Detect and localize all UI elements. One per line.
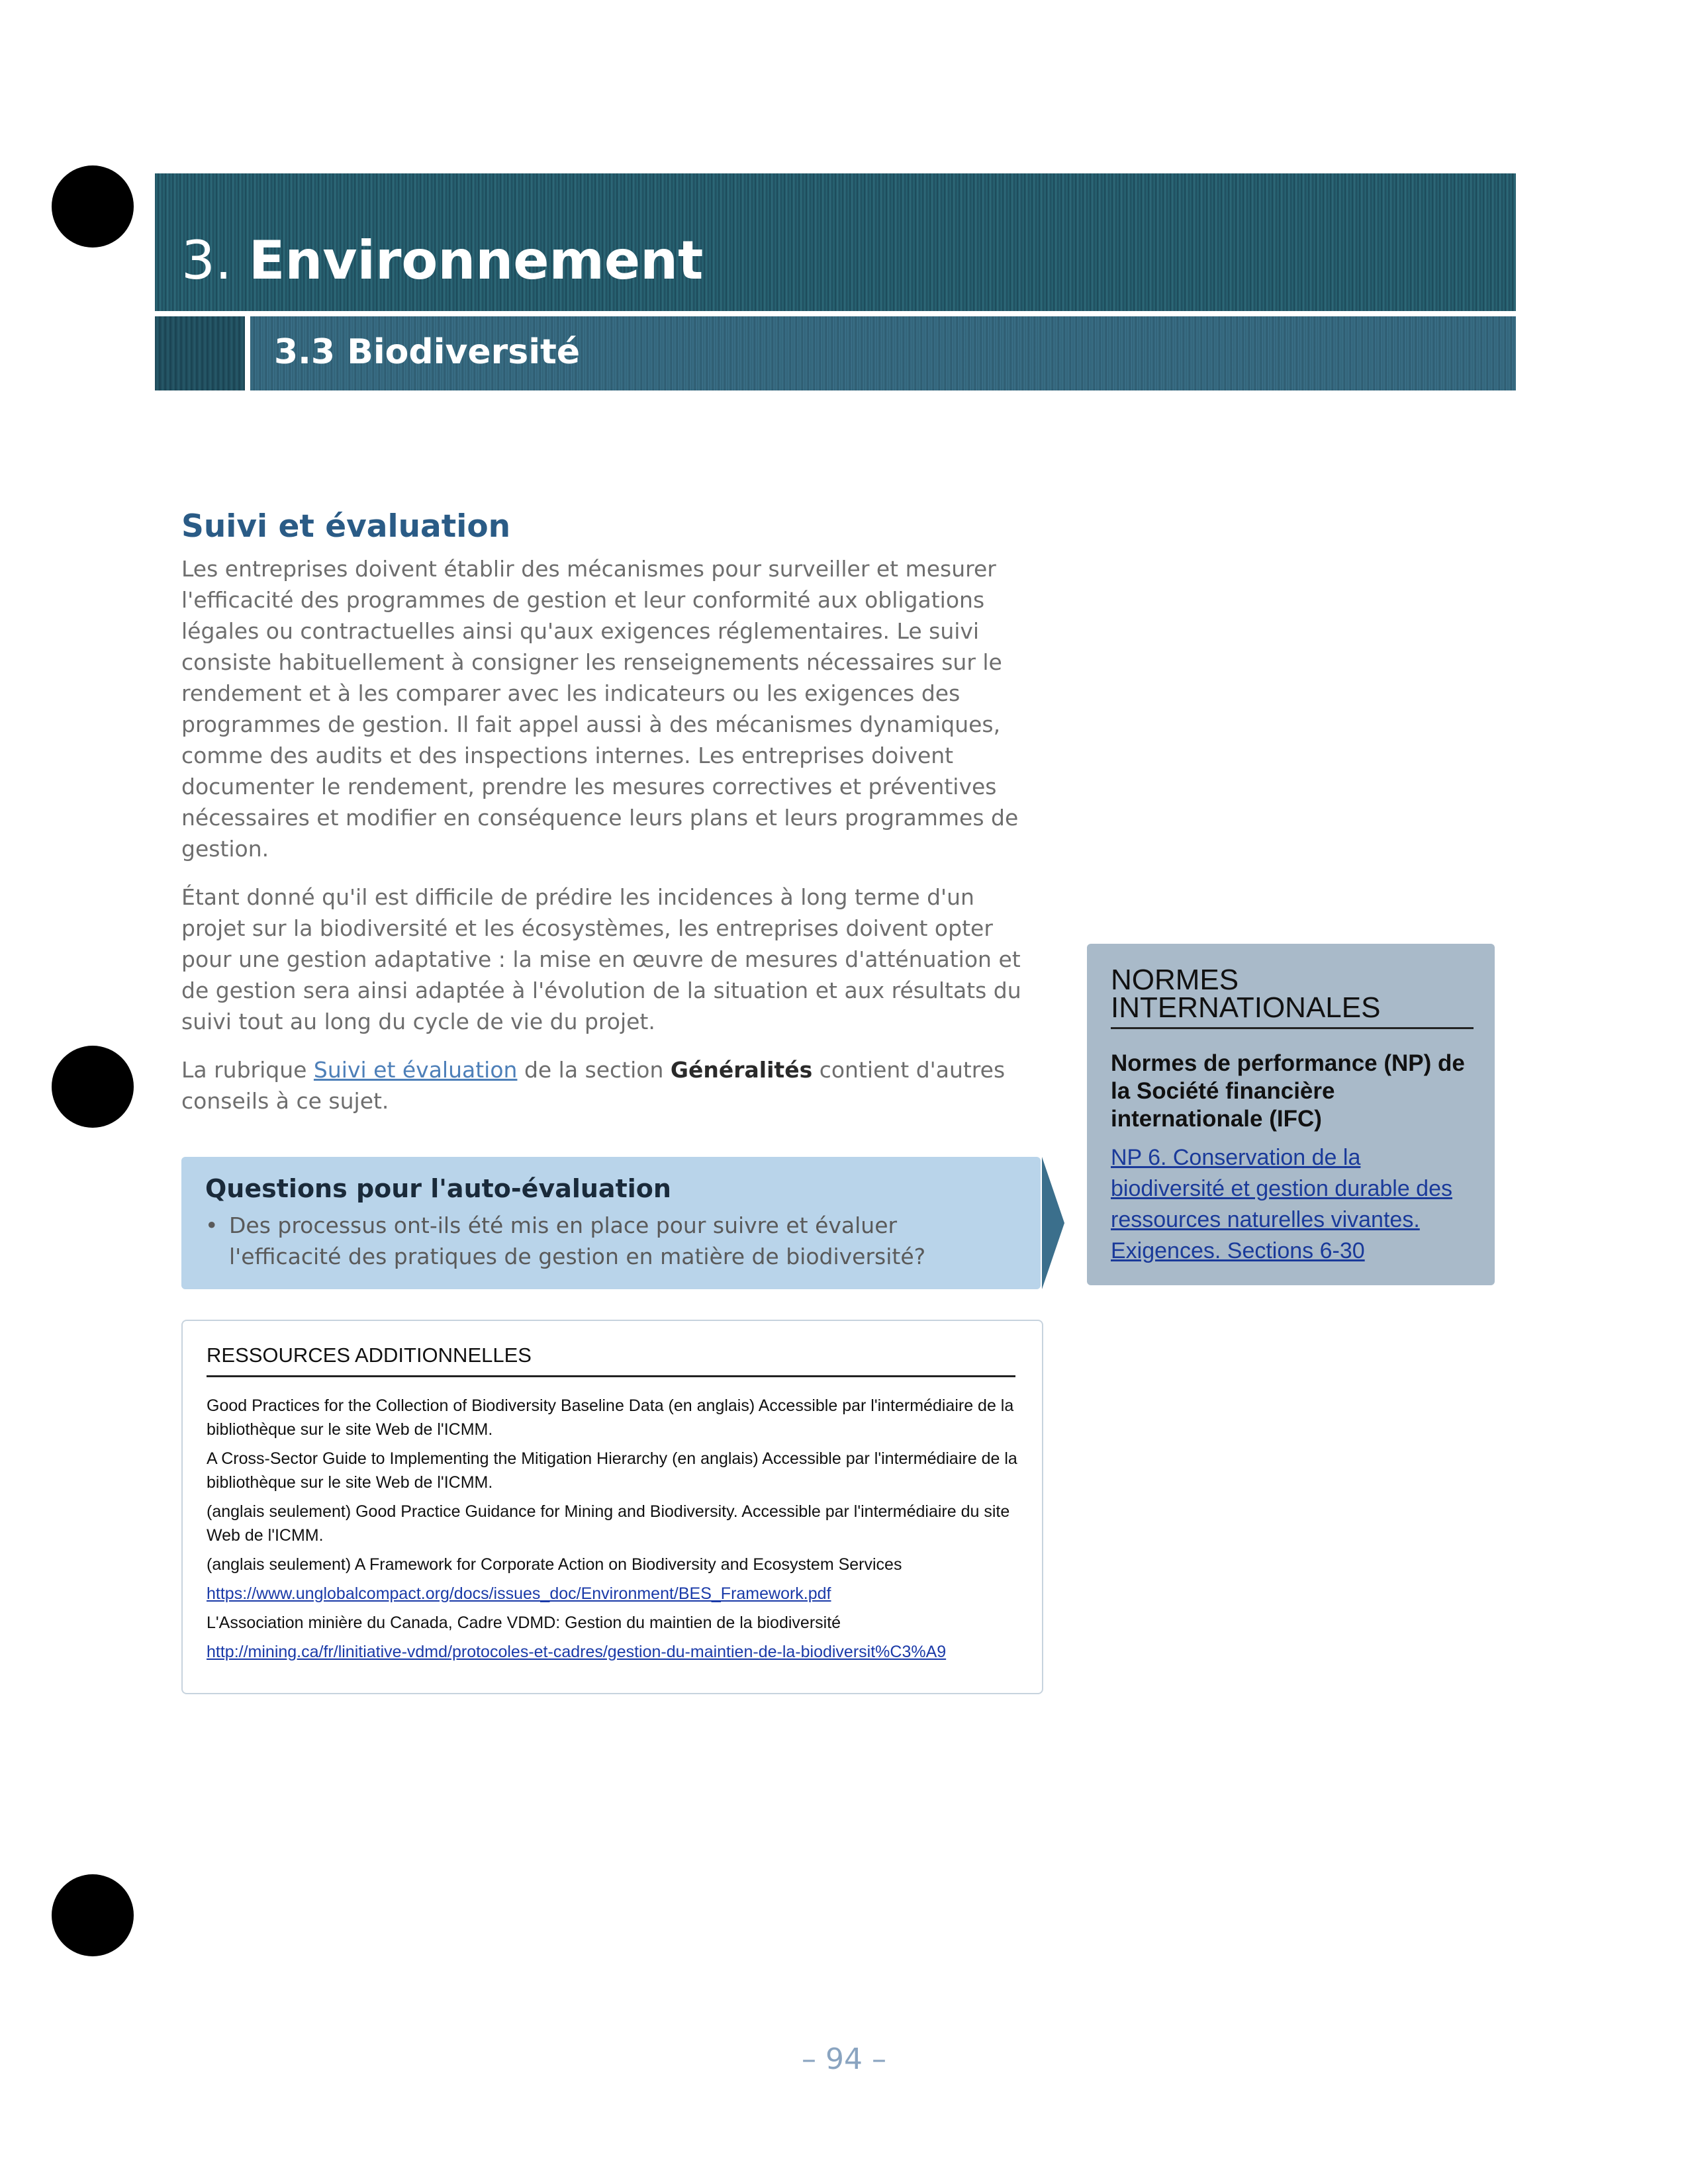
resource-item: (anglais seulement) A Framework for Corporate Action on Biodiversity and Ecosystem Services bbox=[207, 1555, 902, 1574]
resource-link-mining-ca[interactable]: http://mining.ca/fr/linitiative-vdmd/protocoles-et-cadres/gestion-du-maintien-de-la-biodiversit%C3%A9 bbox=[207, 1643, 947, 1661]
generalites-bold: Généralités bbox=[670, 1056, 813, 1083]
chapter-name: Environnement bbox=[248, 230, 704, 291]
chapter-title bbox=[181, 230, 704, 291]
suivi-evaluation-link[interactable]: Suivi et évaluation bbox=[313, 1056, 518, 1083]
reference-text-end: contient d'autres conseils à ce sujet. bbox=[181, 1056, 1006, 1114]
reference-text-start: La rubrique bbox=[181, 1056, 314, 1083]
resource-item: L'Association minière du Canada, Cadre VDMD: Gestion du maintien de la biodiversité bbox=[207, 1614, 841, 1632]
section-heading: Suivi et évaluation bbox=[181, 508, 511, 545]
self-assessment-question bbox=[205, 1210, 1000, 1272]
self-assessment-question-text: Des processus ont-ils été mis en place pour suivre et évaluer l'efficacité des pratiques de gestion en matière de biodiversité? bbox=[229, 1212, 926, 1269]
resource-link-unglobalcompact[interactable]: https://www.unglobalcompact.org/docs/issues_doc/Environment/BES_Framework.pdf bbox=[207, 1584, 831, 1603]
reference-text-middle: de la section bbox=[517, 1056, 671, 1083]
page-number: – 94 – bbox=[802, 2042, 886, 2076]
section-header-band bbox=[155, 316, 1516, 390]
international-standards-title: NORMES INTERNATIONALES bbox=[1111, 966, 1474, 1029]
resources-title: RESSOURCES ADDITIONNELLES bbox=[207, 1343, 1015, 1377]
chapter-number: 3. bbox=[181, 230, 232, 291]
section-header-left-block bbox=[155, 316, 245, 390]
bullet-icon: • bbox=[205, 1212, 218, 1238]
international-standards-box bbox=[1087, 944, 1495, 1285]
main-content bbox=[181, 510, 1035, 1134]
binder-hole-bottom bbox=[52, 1874, 134, 1956]
self-assessment-box bbox=[181, 1157, 1041, 1289]
resource-item: (anglais seulement) Good Practice Guidance for Mining and Biodiversity. Accessible par l'intermédiaire du site Web de l'ICMM. bbox=[207, 1502, 1010, 1545]
paragraph-monitoring: Les entreprises doivent établir des mécanismes pour surveiller et mesurer l'efficacité des programmes de gestion et leur conformité aux obligations légales ou contractuelles ainsi qu'aux exigences réglementaires. Le suivi consiste habituellement à consigner les renseignements nécessaires sur le rendement et à les comparer avec les indicateurs ou les exigences des programmes de gestion. Il fait appel aussi à des mécanismes dynamiques, comme des audits et des inspections internes. Les entreprises doivent documenter le rendement, prendre les mesures correctives et préventives nécessaires et modifier en conséquence leurs plans et leurs programmes de gestion. bbox=[181, 555, 1019, 862]
paragraph-reference bbox=[181, 1054, 1035, 1116]
section-header-divider bbox=[245, 316, 250, 390]
resources-list bbox=[207, 1394, 1021, 1669]
section-title: 3.3 Biodiversité bbox=[274, 332, 581, 372]
binder-hole-middle bbox=[52, 1046, 134, 1128]
ifc-standards-subtitle: Normes de performance (NP) de la Société financière internationale (IFC) bbox=[1111, 1050, 1465, 1132]
self-assessment-arrow bbox=[1042, 1157, 1064, 1289]
binder-hole-top bbox=[52, 165, 134, 248]
resource-item: Good Practices for the Collection of Biodiversity Baseline Data (en anglais) Accessible par l'intermédiaire de la bibliothèque sur le site Web de l'ICMM. bbox=[207, 1396, 1014, 1439]
paragraph-adaptive-management: Étant donné qu'il est difficile de prédire les incidences à long terme d'un projet sur la biodiversité et les écosystèmes, les entreprises doivent opter pour une gestion adaptative : la mise en œuvre de mesures d'atténuation et de gestion sera ainsi adaptée à l'évolution de la situation et aux résultats du suivi tout au long du cycle de vie du projet. bbox=[181, 884, 1021, 1034]
self-assessment-title: Questions pour l'auto-évaluation bbox=[205, 1174, 671, 1203]
additional-resources-box bbox=[181, 1320, 1043, 1694]
chapter-header-band bbox=[155, 173, 1516, 311]
resource-item: A Cross-Sector Guide to Implementing the Mitigation Hierarchy (en anglais) Accessible par l'intermédiaire de la bibliothèque sur le site Web de l'ICMM. bbox=[207, 1449, 1017, 1492]
ps6-link[interactable]: NP 6. Conservation de la biodiversité et gestion durable des ressources naturelles vivantes. Exigences. Sections 6-30 bbox=[1111, 1145, 1452, 1263]
